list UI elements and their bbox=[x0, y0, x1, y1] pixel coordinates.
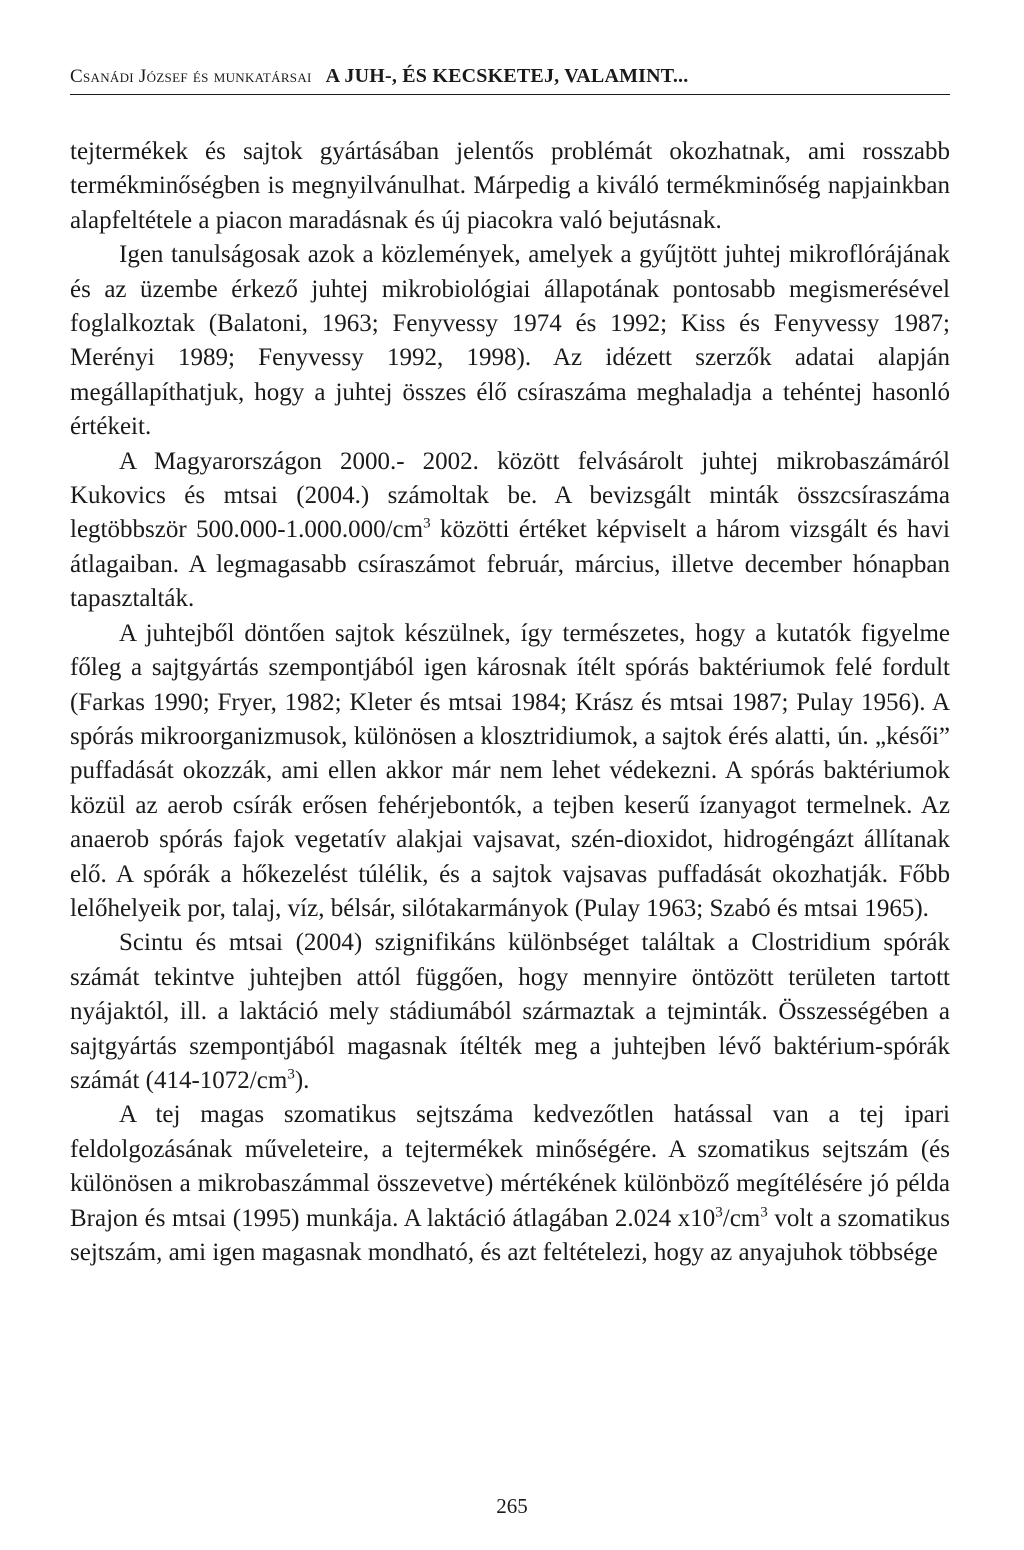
document-page bbox=[70, 60, 950, 1270]
paragraph: A juhtejből döntően sajtok készülnek, így természetes, hogy a kutatók figyelme főleg a sajtgyártás szempontjából igen károsnak ítélt spórás baktériumok felé fordult (Farkas 1990; Fryer, 1982; Kleter és mtsai 1984; Krász és mtsai 1987; Pulay 1956). A spórás mikroorganizmusok, különösen a klosztridiumok, a sajtok érés alatti, ún. „késői” puffadását okozzák, ami ellen akkor már nem lehet védekezni. A spórás baktériumok közül az aerob csírák erősen fehérjebontók, a tejben keserű ízanyagot termelnek. Az anaerob spórás fajok vegetatív alakjai vajsavat, szén-dioxidot, hidrogéngázt állítanak elő. A spórák a hőkezelést túlélik, és a sajtok vajsavas puffadását okozhatják. Főbb lelőhelyeik por, talaj, víz, bélsár, silótakarmányok (Pulay 1963; Szabó és mtsai 1965). bbox=[70, 619, 950, 922]
paragraph bbox=[70, 445, 950, 617]
body-text bbox=[70, 135, 950, 1270]
text-run: A tej magas szomatikus sejtszáma kedvezőtlen hatással van a tej ipari feldolgozásának műveleteire, a tejtermékek minőségére. A szomatikus sejtszám (és különösen a mikrobaszámmal összevetve) mértékének különböző megítélésére jó példa Brajon és mtsai (1995) munkája. A laktáció átlagában 2.024 x10 bbox=[70, 1101, 950, 1232]
text-run: közötti értéket képviselt a három vizsgált és havi átlagaiban. A legmagasabb csíraszámot február, március, illetve december hónapban tapasztalták. bbox=[70, 516, 950, 613]
paragraph: Igen tanulságosak azok a közlemények, amelyek a gyűjtött juhtej mikroflórájának és az üzembe érkező juhtej mikrobiológiai állapotának pontosabb megismerésével foglalkoztak (Balatoni, 1963; Fenyvessy 1974 és 1992; Kiss és Fenyvessy 1987; Merényi 1989; Fenyvessy 1992, 1998). Az idézett szerzők adatai alapján megállapíthatjuk, hogy a juhtej összes élő csíraszáma meghaladja a tehéntej hasonló értékeit. bbox=[70, 241, 950, 441]
superscript: 3 bbox=[715, 1204, 723, 1221]
paragraph bbox=[70, 1098, 950, 1270]
paragraph-continuation: tejtermékek és sajtok gyártásában jelentős problémát okozhatnak, ami rosszabb termékminőségben is megnyilvánulhat. Márpedig a kiváló termékminőség napjainkban alapfeltétele a piacon maradásnak és új piacokra való bejutásnak. bbox=[70, 138, 950, 234]
text-run: A Magyarországon 2000.- 2002. között felvásárolt juhtej mikrobaszámáról Kukovics és mtsai (2004.) számoltak be. A bevizsgált minták összcsíraszáma legtöbbször 500.000-1.000.000/cm bbox=[70, 447, 950, 544]
paragraph bbox=[70, 926, 950, 1098]
text-run: /cm bbox=[722, 1204, 761, 1232]
text-run: Scintu és mtsai (2004) szignifikáns különbséget találtak a Clostridium spórák számát tekintve juhtejben attól függően, hogy mennyire öntözött területen tartott nyájaktól, ill. a laktáció mely stádiumából származtak a tejminták. Összességében a sajtgyártás szempontjából magasnak ítélték meg a juhtejben lévő baktérium-spórák számát (414-1072/cm bbox=[70, 929, 950, 1094]
header-authors: Csanádi József és munkatársai bbox=[70, 66, 312, 87]
header-title: A JUH-, ÉS KECSKETEJ, VALAMINT... bbox=[325, 65, 689, 87]
text-run: volt a szomatikus sejtszám, ami igen magasnak mondható, és azt feltételezi, hogy az anyajuhok többsége bbox=[70, 1204, 950, 1266]
page-number: 265 bbox=[496, 1494, 528, 1518]
text-run: ). bbox=[294, 1066, 310, 1094]
superscript: 3 bbox=[760, 1204, 768, 1221]
running-header bbox=[70, 60, 950, 95]
superscript: 3 bbox=[423, 516, 431, 533]
superscript: 3 bbox=[287, 1066, 295, 1083]
